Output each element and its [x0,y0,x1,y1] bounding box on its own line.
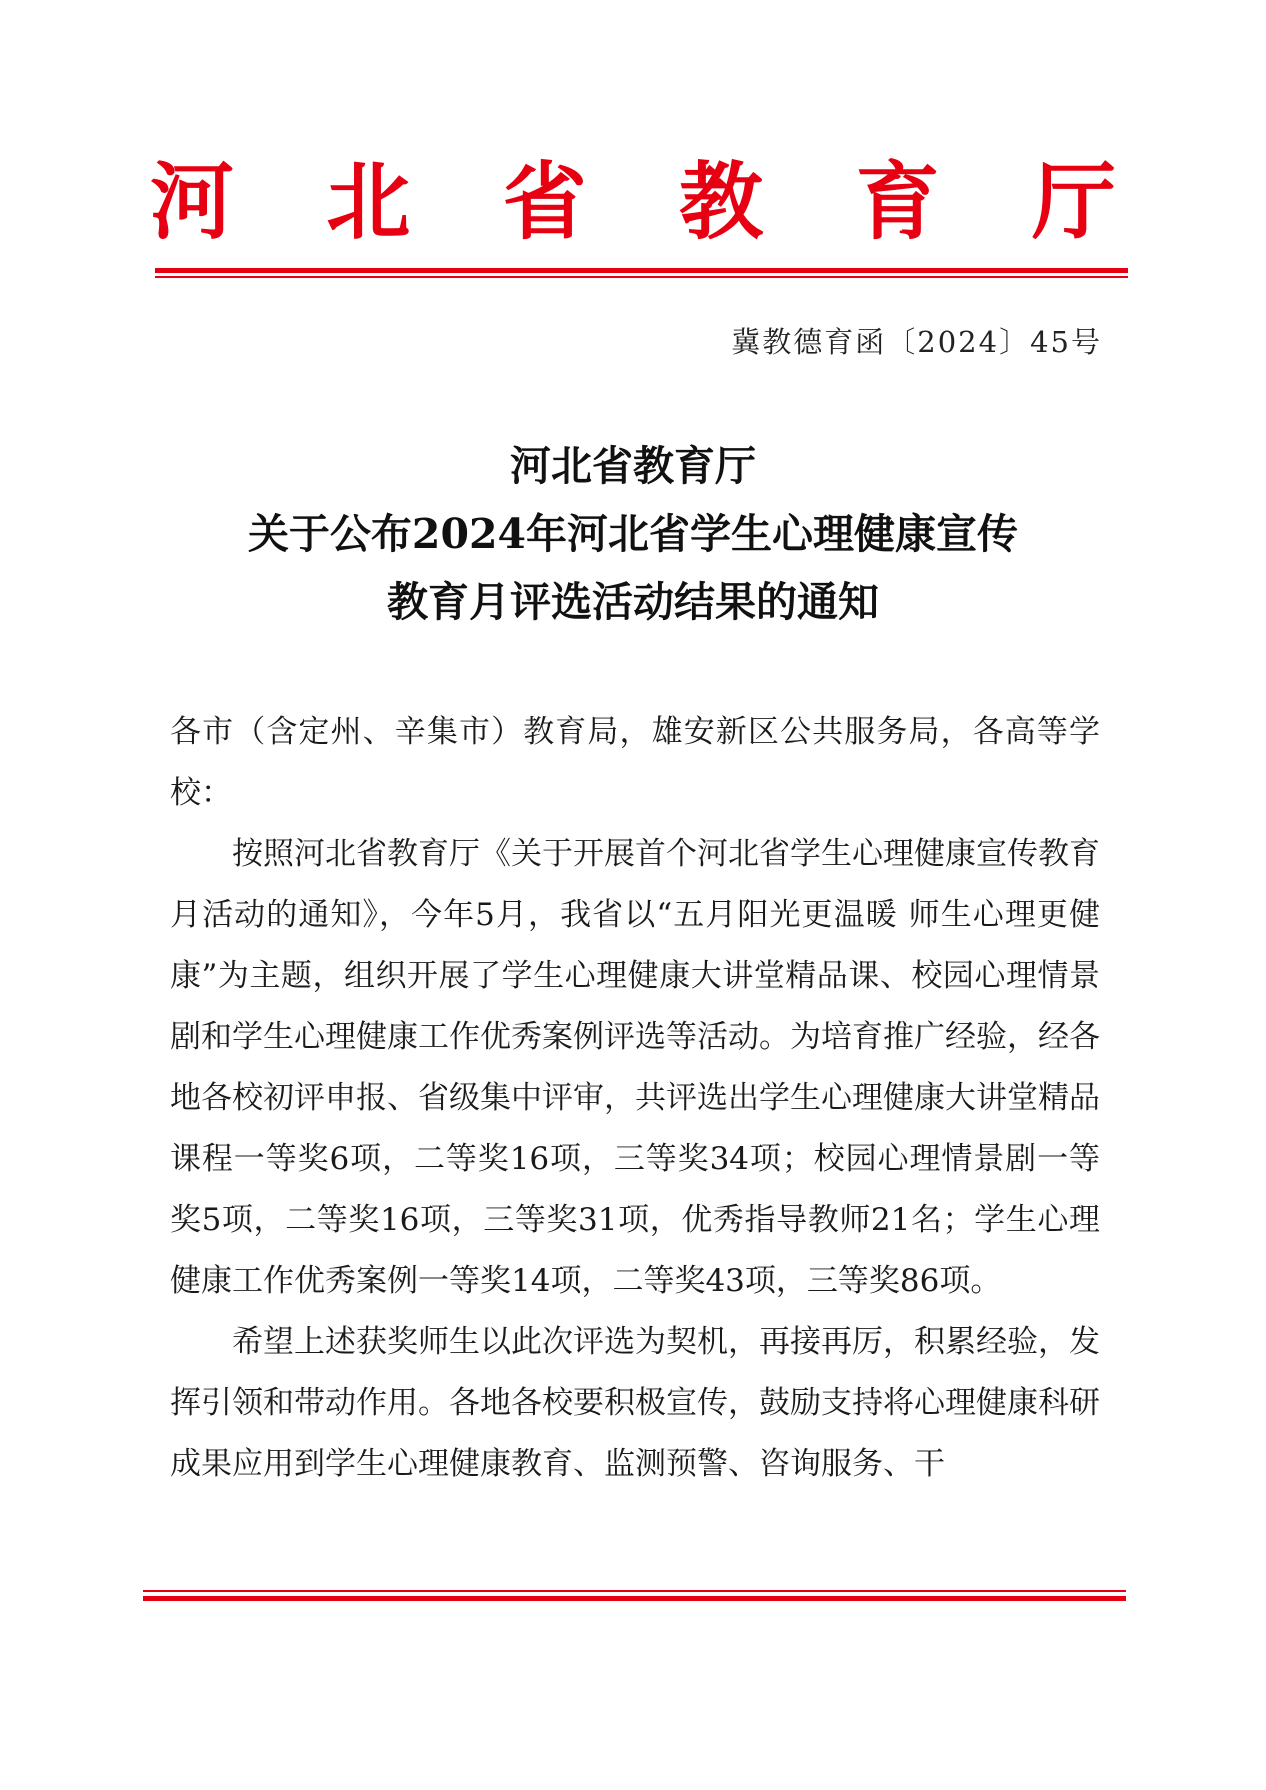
letterhead-char: 厅 [1031,152,1116,251]
footer-rule-thin [143,1590,1126,1592]
title-line-1: 河北省教育厅 [510,442,756,490]
footer-rule-thick [143,1596,1126,1601]
document-number: 冀教德育函〔2024〕45号 [731,325,1102,359]
paragraph-2: 希望上述获奖师生以此次评选为契机，再接再厉，积累经验，发挥引领和带动作用。各地各校要积极宣传，鼓励支持将心理健康科研成果应用到学生心理健康教育、监测预警、咨询服务、干 [170,1324,1100,1482]
letterhead-char: 教 [679,152,764,251]
paragraph-1: 按照河北省教育厅《关于开展首个河北省学生心理健康宣传教育月活动的通知》，今年5月，我省以“五月阳光更温暖 师生心理更健康”为主题，组织开展了学生心理健康大讲堂精品课、校园心理情景剧和学生心理健康工作优秀案例评选等活动。为培育推广经验，经各地各校初评申报、省级集中评审，共评选出学生心理健康大讲堂精品课程一等奖6项，二等奖16项，三等奖34项；校园心理情景剧一等奖5项，二等奖16项，三等奖31项，优秀指导教师21名；学生心理健康工作优秀案例一等奖14项，二等奖43项，三等奖86项。 [170,836,1100,1299]
letterhead-char: 北 [326,152,411,251]
document-body [170,702,1100,1495]
letterhead-char: 省 [502,152,587,251]
letterhead-char: 育 [855,152,940,251]
letterhead-rule-thin [155,276,1128,278]
title-line-2: 关于公布2024年河北省学生心理健康宣传 [247,510,1019,558]
document-title [0,432,1266,636]
letterhead-title [150,152,1116,252]
letterhead-char: 河 [150,152,235,251]
letterhead-rule-thick [155,268,1128,273]
title-line-3: 教育月评选活动结果的通知 [387,578,879,626]
salutation: 各市（含定州、辛集市）教育局，雄安新区公共服务局，各高等学校： [170,714,1100,811]
